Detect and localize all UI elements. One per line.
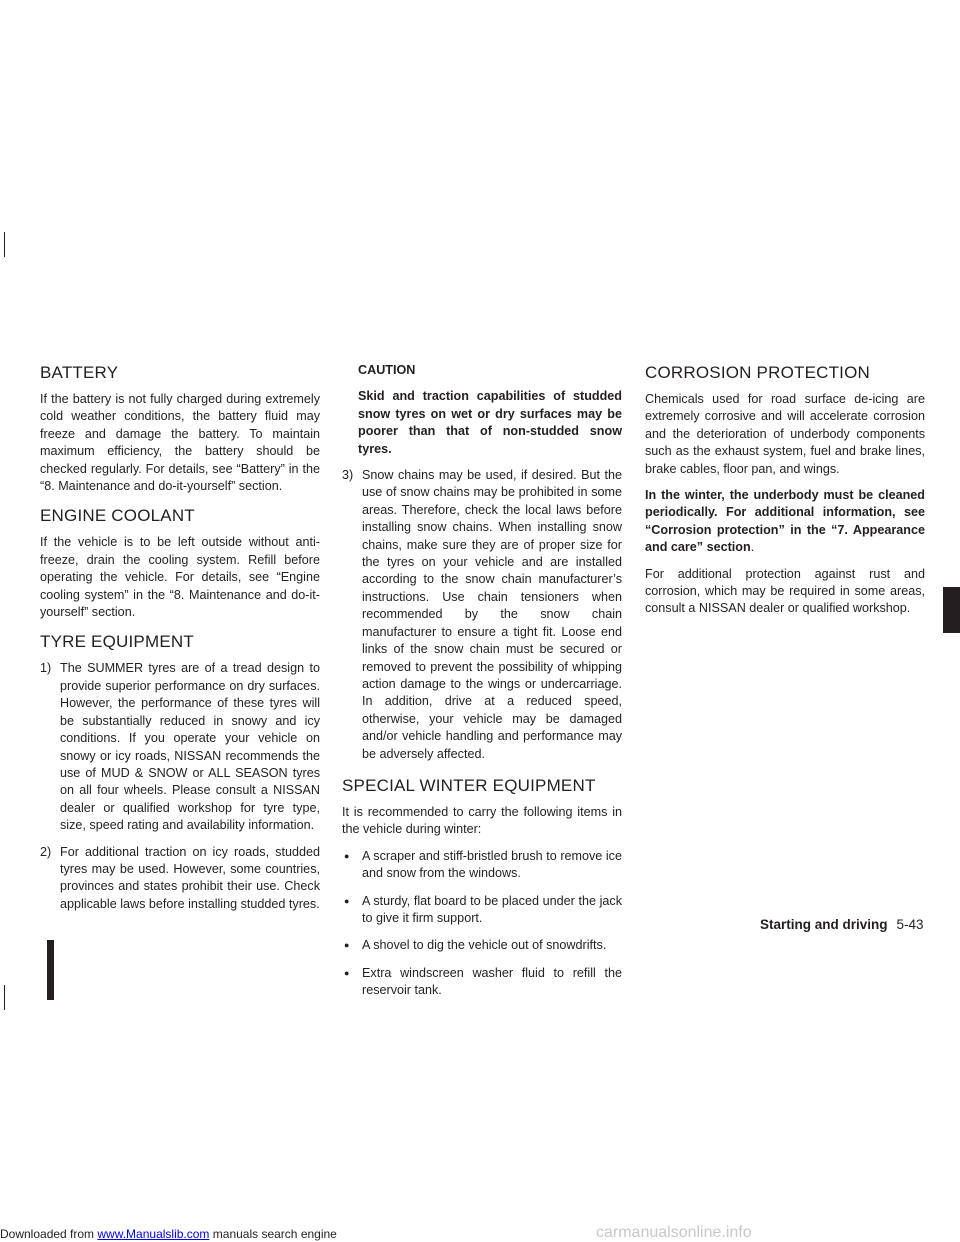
item-number: 1) [40,661,52,676]
engine-coolant-heading: ENGINE COOLANT [40,506,195,526]
corrosion-heading: CORROSION PROTECTION [645,363,871,382]
bullet-icon: ● [344,895,350,906]
item-number: 3) [342,468,354,483]
winter-bullet-3 [342,937,622,954]
section-title: Starting and driving [760,917,888,932]
special-winter-intro: It is recommended to carry the following items in the vehicle during winter: [342,804,622,837]
column-middle [342,362,622,1010]
page-edge-bar [47,940,54,1000]
bullet-text: A sturdy, flat board to be placed under the jack to give it firm support. [362,893,622,925]
winter-bullet-4 [342,965,622,1000]
corrosion-paragraph-3: For additional protection against rust and corrosion, which may be required in some areas, consult a NISSAN dealer or qualified workshop. [645,566,925,616]
corrosion-period: . [750,540,755,555]
battery-heading: BATTERY [40,363,119,382]
engine-coolant-paragraph: If the vehicle is to be left outside without anti-freeze, drain the cooling system. Refill before operating the vehicle. For details, see “Engine cooling system” in the “8. Maintenance and do-it-yourself” section. [40,535,320,620]
tyre-item-1 [40,660,320,834]
winter-bullet-2 [342,893,622,928]
bullet-text: Extra windscreen washer fluid to refill the reservoir tank. [362,965,622,998]
download-header [0,1227,337,1241]
column-left [40,362,320,922]
page-number: 5-43 [896,917,924,932]
bullet-text: A scraper and stiff-bristled brush to remove ice and snow from the windows. [362,848,622,881]
crop-mark-bottom-left [4,985,5,1010]
caution-box [342,362,622,458]
page-footer [760,917,924,932]
download-prefix: Downloaded from [0,1227,98,1241]
manualslib-link[interactable]: www.Manualslib.com [97,1227,210,1241]
battery-paragraph: If the battery is not fully charged during extremely cold weather conditions, the battery fluid may freeze and damage the battery. To maintain maximum efficiency, the battery should be checked regularly. For details, see “Battery” in the “8. Maintenance and do-it-yourself” section. [40,392,320,494]
item-text: For additional traction on icy roads, studded tyres may be used. However, some countries, provinces and states prohibit their use. Check applicable laws before installing studded tyres. [60,844,320,911]
bullet-icon: ● [344,967,350,978]
corrosion-paragraph-2 [645,487,925,557]
watermark-text: carmanualsonline.info [596,1224,752,1241]
download-suffix: manuals search engine [209,1227,337,1241]
item-text: The SUMMER tyres are of a tread design to provide superior performance on dry surfaces. However, the performance of these tyres will be substantially reduced in snowy and icy conditions. If you operate your vehicle on snowy or icy roads, NISSAN recommends the use of MUD & SNOW or ALL SEASON tyres on all four wheels. Please consult a NISSAN dealer or qualified workshop for tyre type, size, speed rating and availability information. [60,661,320,833]
corrosion-paragraph-1: Chemicals used for road surface de-icing are extremely corrosive and will accelerate corrosion and the deterioration of underbody components such as the exhaust system, fuel and brake lines, brake cables, floor pan, and wings. [645,392,925,476]
corrosion-bold-text: In the winter, the underbody must be cleaned periodically. For additional information, see “Corrosion protection” in the “7. Appearance and care” section [645,488,925,555]
bullet-icon: ● [344,850,350,861]
winter-bullet-1 [342,848,622,883]
bullet-text: A shovel to dig the vehicle out of snowdrifts. [362,938,607,953]
crop-mark-top-left [4,232,5,257]
tyre-item-3 [342,467,622,763]
tyre-item-2 [40,844,320,914]
column-right [645,362,925,627]
tyre-equipment-heading: TYRE EQUIPMENT [40,632,194,652]
caution-label: CAUTION [358,363,416,377]
caution-text: Skid and traction capabilities of studded snow tyres on wet or dry surfaces may be poorer than that of non-studded snow tyres. [358,389,622,456]
special-winter-heading: SPECIAL WINTER EQUIPMENT [342,775,596,795]
section-tab [943,587,960,633]
item-number: 2) [40,844,52,859]
item-text: Snow chains may be used, if desired. But the use of snow chains may be prohibited in some areas. Therefore, check the local laws before installing snow chains. When installing snow chains, make sure they are of proper size for the tyres on your vehicle and are installed according to the snow chain manufacturer’s instructions. Use chain tensioners when recommended by the snow chain manufacturer to ensure a tight fit. Loose end links of the snow chain must be secured or removed to prevent the possibility of whipping action damage to the wings or undercarriage. In addition, drive at a reduced speed, otherwise, your vehicle may be damaged and/or vehicle handling and performance may be adversely affected. [362,468,622,761]
bullet-icon: ● [344,940,350,951]
